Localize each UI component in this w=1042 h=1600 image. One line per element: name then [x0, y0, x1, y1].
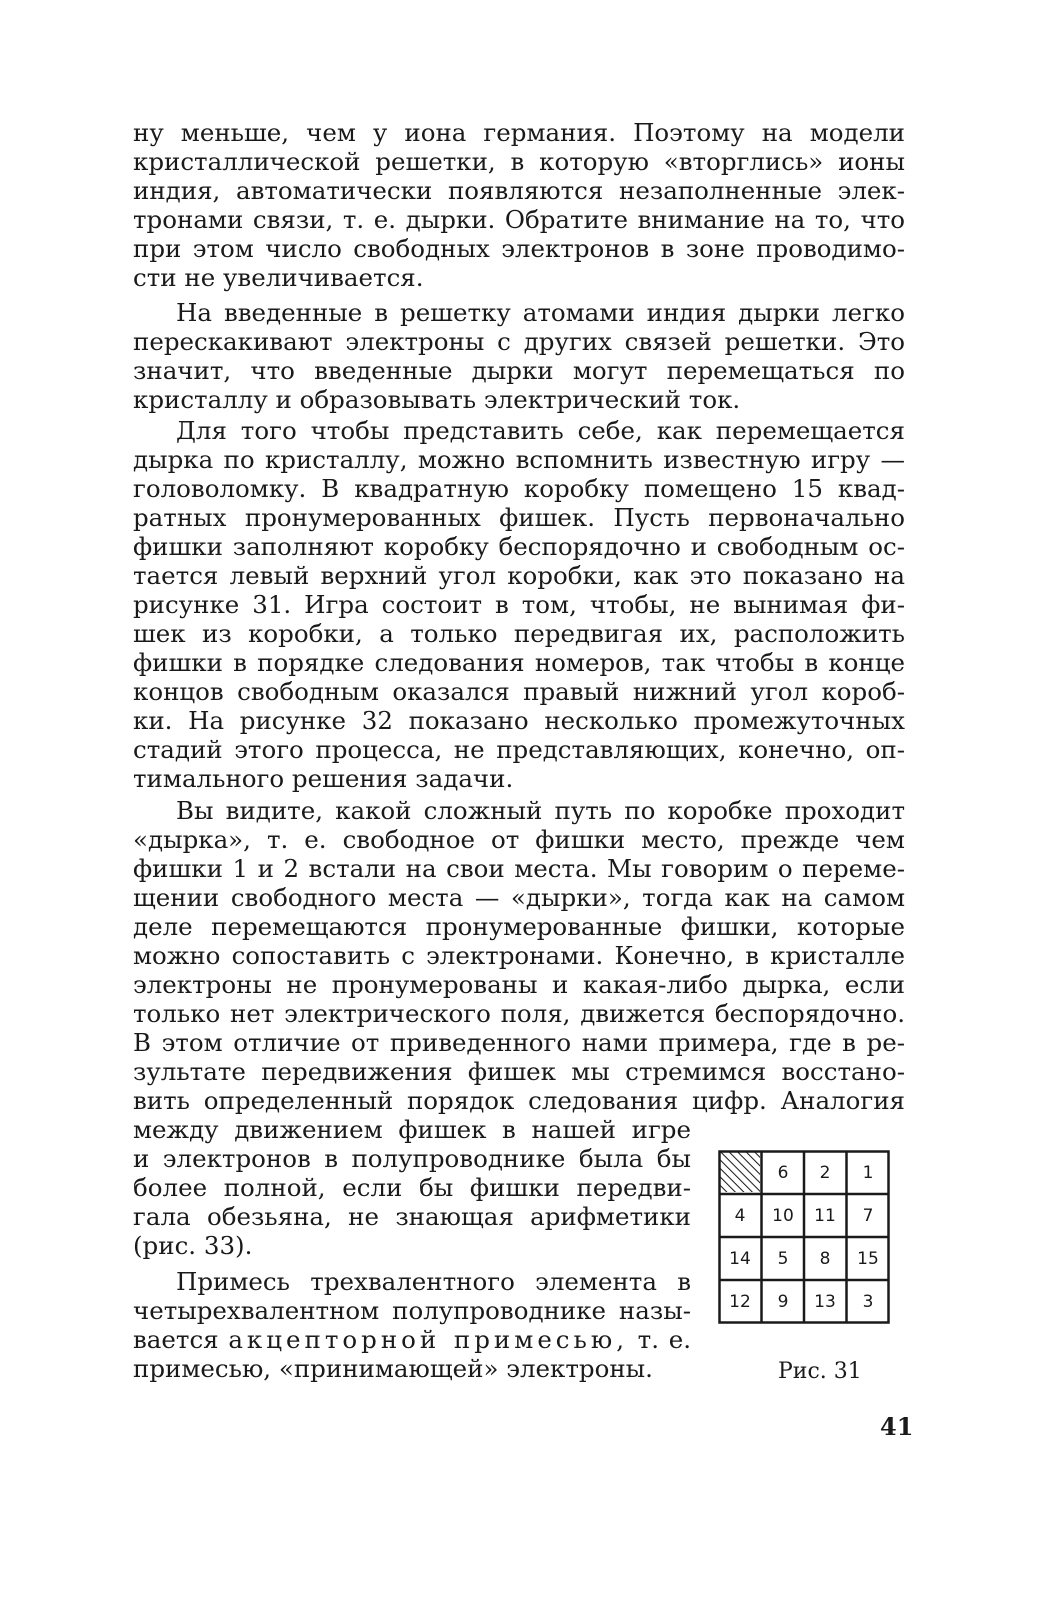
text-line: шек из коробки, а только передвигая их, расположить: [133, 619, 905, 648]
text-line: (рис. 33).: [133, 1231, 253, 1260]
text-line: В этом отличие от приведенного нами примера, где в ре-: [133, 1028, 905, 1057]
grid-cell: 1: [862, 1163, 874, 1183]
page-number: 41: [880, 1412, 914, 1441]
text-line: тимального решения задачи.: [133, 764, 514, 793]
text-line: [133, 1325, 691, 1355]
grid-cell: 15: [857, 1249, 879, 1269]
text-line: ратных пронумерованных фишек. Пусть первоначально: [133, 503, 905, 532]
grid-cell: 7: [862, 1206, 874, 1226]
grid-cell: 9: [777, 1292, 789, 1312]
grid-cell: 5: [777, 1249, 789, 1269]
grid-cell: 3: [862, 1292, 874, 1312]
grid-cell: 4: [734, 1206, 746, 1226]
text-line: Примесь трехвалентного элемента в: [176, 1267, 691, 1296]
puzzle-grid-figure: [718, 1150, 890, 1324]
text-line: только нет электрического поля, движется беспорядочно.: [133, 999, 905, 1028]
text-line: фишки в порядке следования номеров, так чтобы в конце: [133, 648, 905, 677]
grid-cell: 2: [819, 1163, 831, 1183]
text-line: электроны не пронумерованы и какая-либо дырка, если: [133, 970, 905, 999]
grid-cell: 12: [729, 1292, 751, 1312]
text-line: Для того чтобы представить себе, как перемещается: [176, 416, 905, 445]
text-line: тронами связи, т. е. дырки. Обратите внимание на то, что: [133, 205, 905, 234]
grid-cell: 6: [777, 1163, 789, 1183]
text-line: ну меньше, чем у иона германия. Поэтому на модели: [133, 118, 905, 147]
text-line: примесью, «принимающей» электроны.: [133, 1354, 653, 1383]
text-line: ки. На рисунке 32 показано несколько промежуточных: [133, 706, 905, 735]
grid-cell: 11: [814, 1206, 836, 1226]
text-fragment: вается: [133, 1325, 229, 1354]
grid-cell: 10: [772, 1206, 794, 1226]
text-line: На введенные в решетку атомами индия дырки легко: [176, 298, 905, 327]
text-line: дырка по кристаллу, можно вспомнить известную игру —: [133, 445, 905, 474]
text-line: Вы видите, какой сложный путь по коробке проходит: [176, 796, 905, 825]
text-line: более полной, если бы фишки передви-: [133, 1173, 691, 1202]
empty-cell-hatch: [720, 1152, 760, 1192]
text-line: зультате передвижения фишек мы стремимся восстано-: [133, 1057, 905, 1086]
spaced-term: акцепторной примесью,: [228, 1325, 628, 1354]
text-line: перескакивают электроны с других связей решетки. Это: [133, 327, 905, 356]
text-line: рисунке 31. Игра состоит в том, чтобы, не вынимая фи-: [133, 590, 905, 619]
text-line: кристаллу и образовывать электрический ток.: [133, 385, 741, 414]
text-line: стадий этого процесса, не представляющих, конечно, оп-: [133, 735, 905, 764]
text-line: вить определенный порядок следования цифр. Аналогия: [133, 1086, 905, 1115]
text-line: четырехвалентном полупроводнике назы-: [133, 1296, 691, 1325]
text-line: фишки 1 и 2 встали на свои места. Мы говорим о переме-: [133, 854, 905, 883]
text-line: концов свободным оказался правый нижний угол короб-: [133, 677, 905, 706]
text-line: индия, автоматически появляются незаполненные элек-: [133, 176, 905, 205]
text-line: сти не увеличивается.: [133, 263, 424, 292]
text-line: «дырка», т. е. свободное от фишки место, прежде чем: [133, 825, 905, 854]
text-line: можно сопоставить с электронами. Конечно, в кристалле: [133, 941, 905, 970]
text-line: и электронов в полупроводнике была бы: [133, 1144, 691, 1173]
text-line: головоломку. В квадратную коробку помещено 15 квад-: [133, 474, 905, 503]
text-line: щении свободного места — «дырки», тогда как на самом: [133, 883, 905, 912]
figure-caption: Рис. 31: [778, 1359, 862, 1384]
text-line: тается левый верхний угол коробки, как это показано на: [133, 561, 905, 590]
text-line: между движением фишек в нашей игре: [133, 1115, 691, 1144]
grid-cell: 13: [814, 1292, 836, 1312]
text-line: гала обезьяна, не знающая арифметики: [133, 1202, 691, 1231]
text-fragment: т. е.: [628, 1325, 692, 1354]
text-line: фишки заполняют коробку беспорядочно и свободным ос-: [133, 532, 905, 561]
text-line: деле перемещаются пронумерованные фишки, которые: [133, 912, 905, 941]
grid-cell: 14: [729, 1249, 751, 1269]
text-line: значит, что введенные дырки могут перемещаться по: [133, 356, 905, 385]
text-line: при этом число свободных электронов в зоне проводимо-: [133, 234, 905, 263]
text-line: кристаллической решетки, в которую «вторглись» ионы: [133, 147, 905, 176]
grid-cell: 8: [819, 1249, 831, 1269]
